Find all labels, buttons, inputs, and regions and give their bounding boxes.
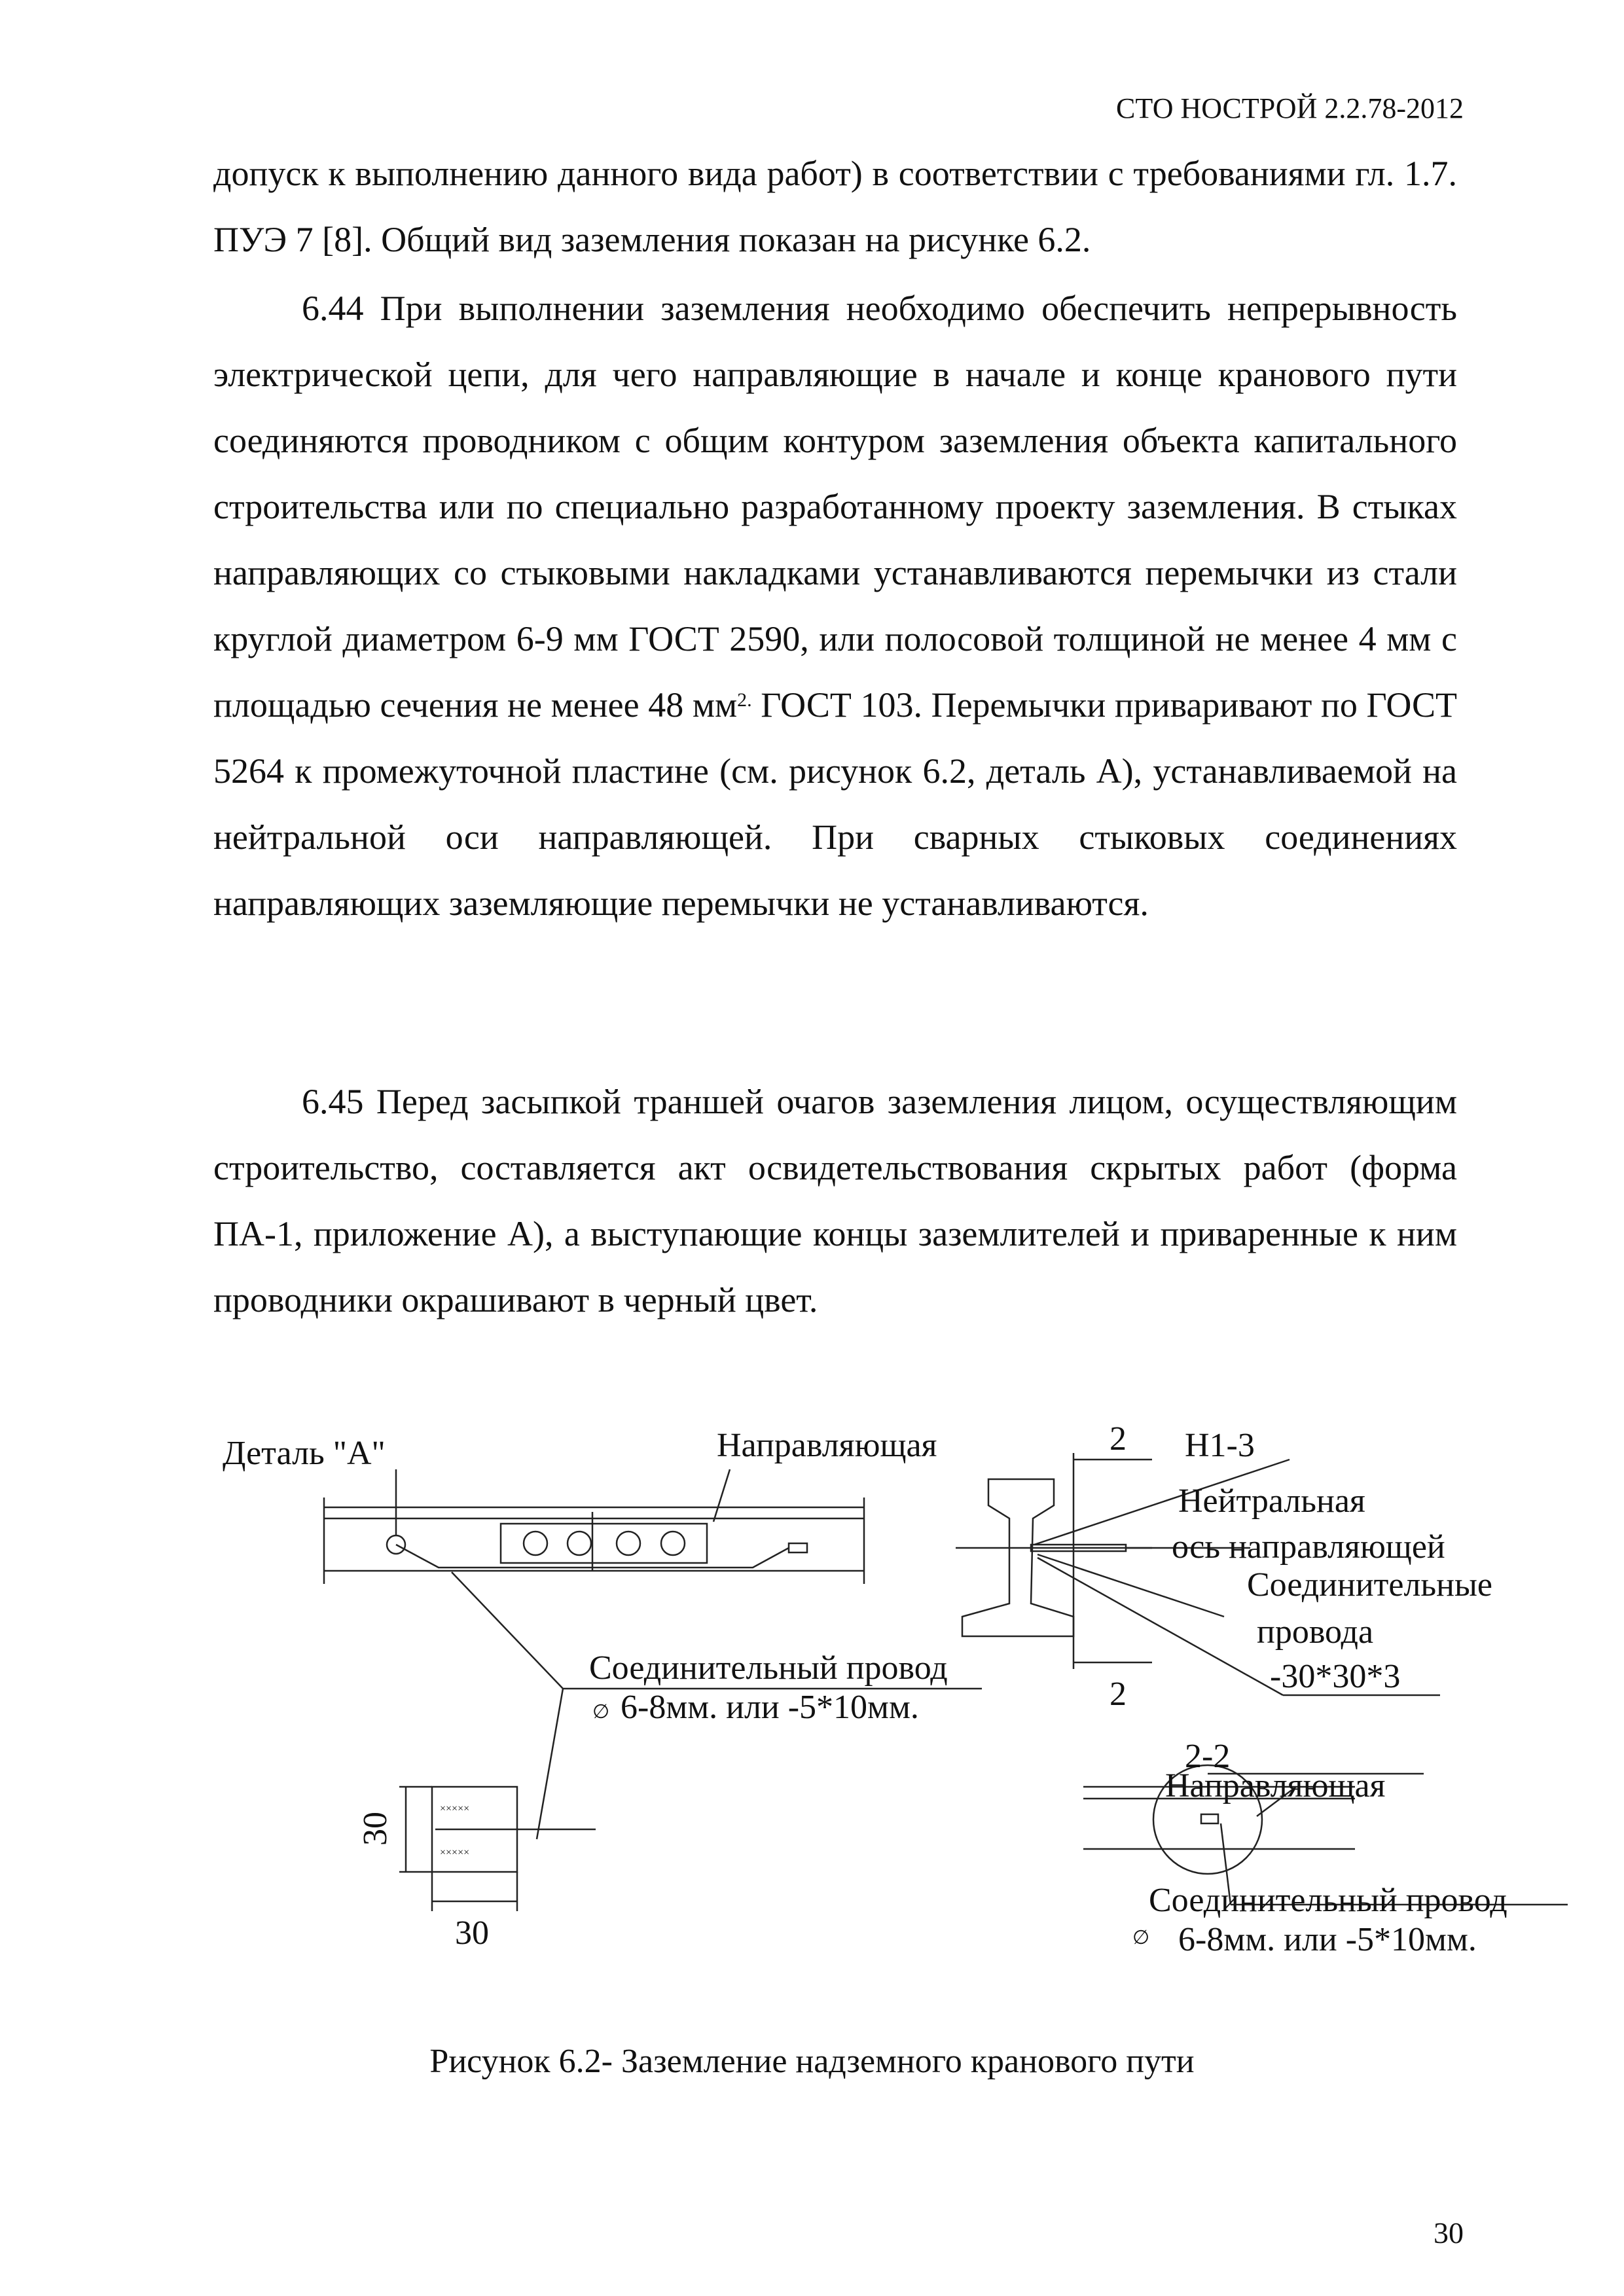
page-number: 30: [1434, 2216, 1464, 2250]
label-connecting-wires-3: -30*30*3: [1270, 1658, 1401, 1695]
label-wire-spec: 6-8мм. или -5*10мм.: [621, 1689, 919, 1726]
label-wire-spec-2: 6-8мм. или -5*10мм.: [1178, 1921, 1477, 1958]
paragraph-6-44: [213, 276, 1457, 937]
label-neutral-axis-1: Нейтральная: [1178, 1482, 1365, 1520]
figure-caption: Рисунок 6.2- Заземление надземного кранового пути: [429, 2043, 1195, 2080]
paragraph-part-a: 6.44 При выполнении заземления необходимо обеспечить непрерывность электрической цепи, для чего направляющие в начале и конце кранового пути соединяются проводником с общим контуром заземления объекта капитального строительства или по специально разработанному проекту заземления. В стыках направляющих со стыковыми накладками устанавливаются перемычки из стали круглой диаметром 6-9 мм ГОСТ 2590, или полосовой толщиной не менее 4 мм с площадью сечения не менее 48 мм: [213, 289, 1457, 725]
label-wire-2: Соединительный провод: [1149, 1882, 1507, 1919]
paragraph-text: 6.45 Перед засыпкой траншей очагов заземления лицом, осуществляющим строительство, составляется акт освидетельствования скрытых работ (форма ПА-1, приложение А), а выступающие концы заземлителей и приваренные к ним проводники окрашивают в черный цвет.: [213, 1082, 1457, 1319]
diameter-icon-2: ∅: [1132, 1927, 1150, 1948]
plate-weld-marks: [440, 1803, 469, 1858]
superscript: 2.: [737, 689, 752, 711]
diameter-icon: ∅: [592, 1701, 610, 1723]
paragraph-text: [213, 276, 1457, 937]
section-mark-top: 2: [1110, 1420, 1127, 1458]
dimension-vertical: 30: [357, 1812, 394, 1846]
label-connecting-wires-2: провода: [1257, 1613, 1374, 1651]
paragraph-part-b: ГОСТ 103. Перемычки приваривают по ГОСТ 5264 к промежуточной пластине (см. рисунок 6.2, деталь А), устанавливаемой на нейтральной оси направляющей. При сварных стыковых соединениях направляющих заземляющие перемычки не устанавливаются.: [213, 685, 1457, 923]
document-code-header: СТО НОСТРОЙ 2.2.78-2012: [1116, 92, 1464, 124]
label-neutral-axis-2: ось направляющей: [1172, 1528, 1445, 1566]
grounding-drawing: [209, 1420, 1571, 1996]
section-mark-bottom: 2: [1110, 1676, 1127, 1713]
label-guide: Направляющая: [717, 1427, 937, 1464]
dimension-horizontal: 30: [455, 1914, 489, 1952]
paragraph-text: допуск к выполнению данного вида работ) в соответствии с требованиями гл. 1.7. ПУЭ 7 [8]. Общий вид заземления показан на рисунке 6.2.: [213, 154, 1457, 259]
paragraph-6-45: [213, 1069, 1457, 1333]
label-guide-2: Направляющая: [1165, 1767, 1386, 1804]
label-detail-a: Деталь "А": [223, 1435, 386, 1472]
svg-text:×××××: ×××××: [440, 1803, 470, 1814]
label-connecting-wires-1: Соединительные: [1247, 1566, 1492, 1604]
svg-text:×××××: ×××××: [440, 1847, 470, 1858]
label-wire: Соединительный провод: [589, 1649, 948, 1687]
label-h1-3: Н1-3: [1185, 1427, 1255, 1464]
paragraph-continuation: [213, 141, 1457, 273]
figure-6-2: [209, 1420, 1571, 1996]
label-section-2-2: 2-2: [1185, 1738, 1231, 1775]
